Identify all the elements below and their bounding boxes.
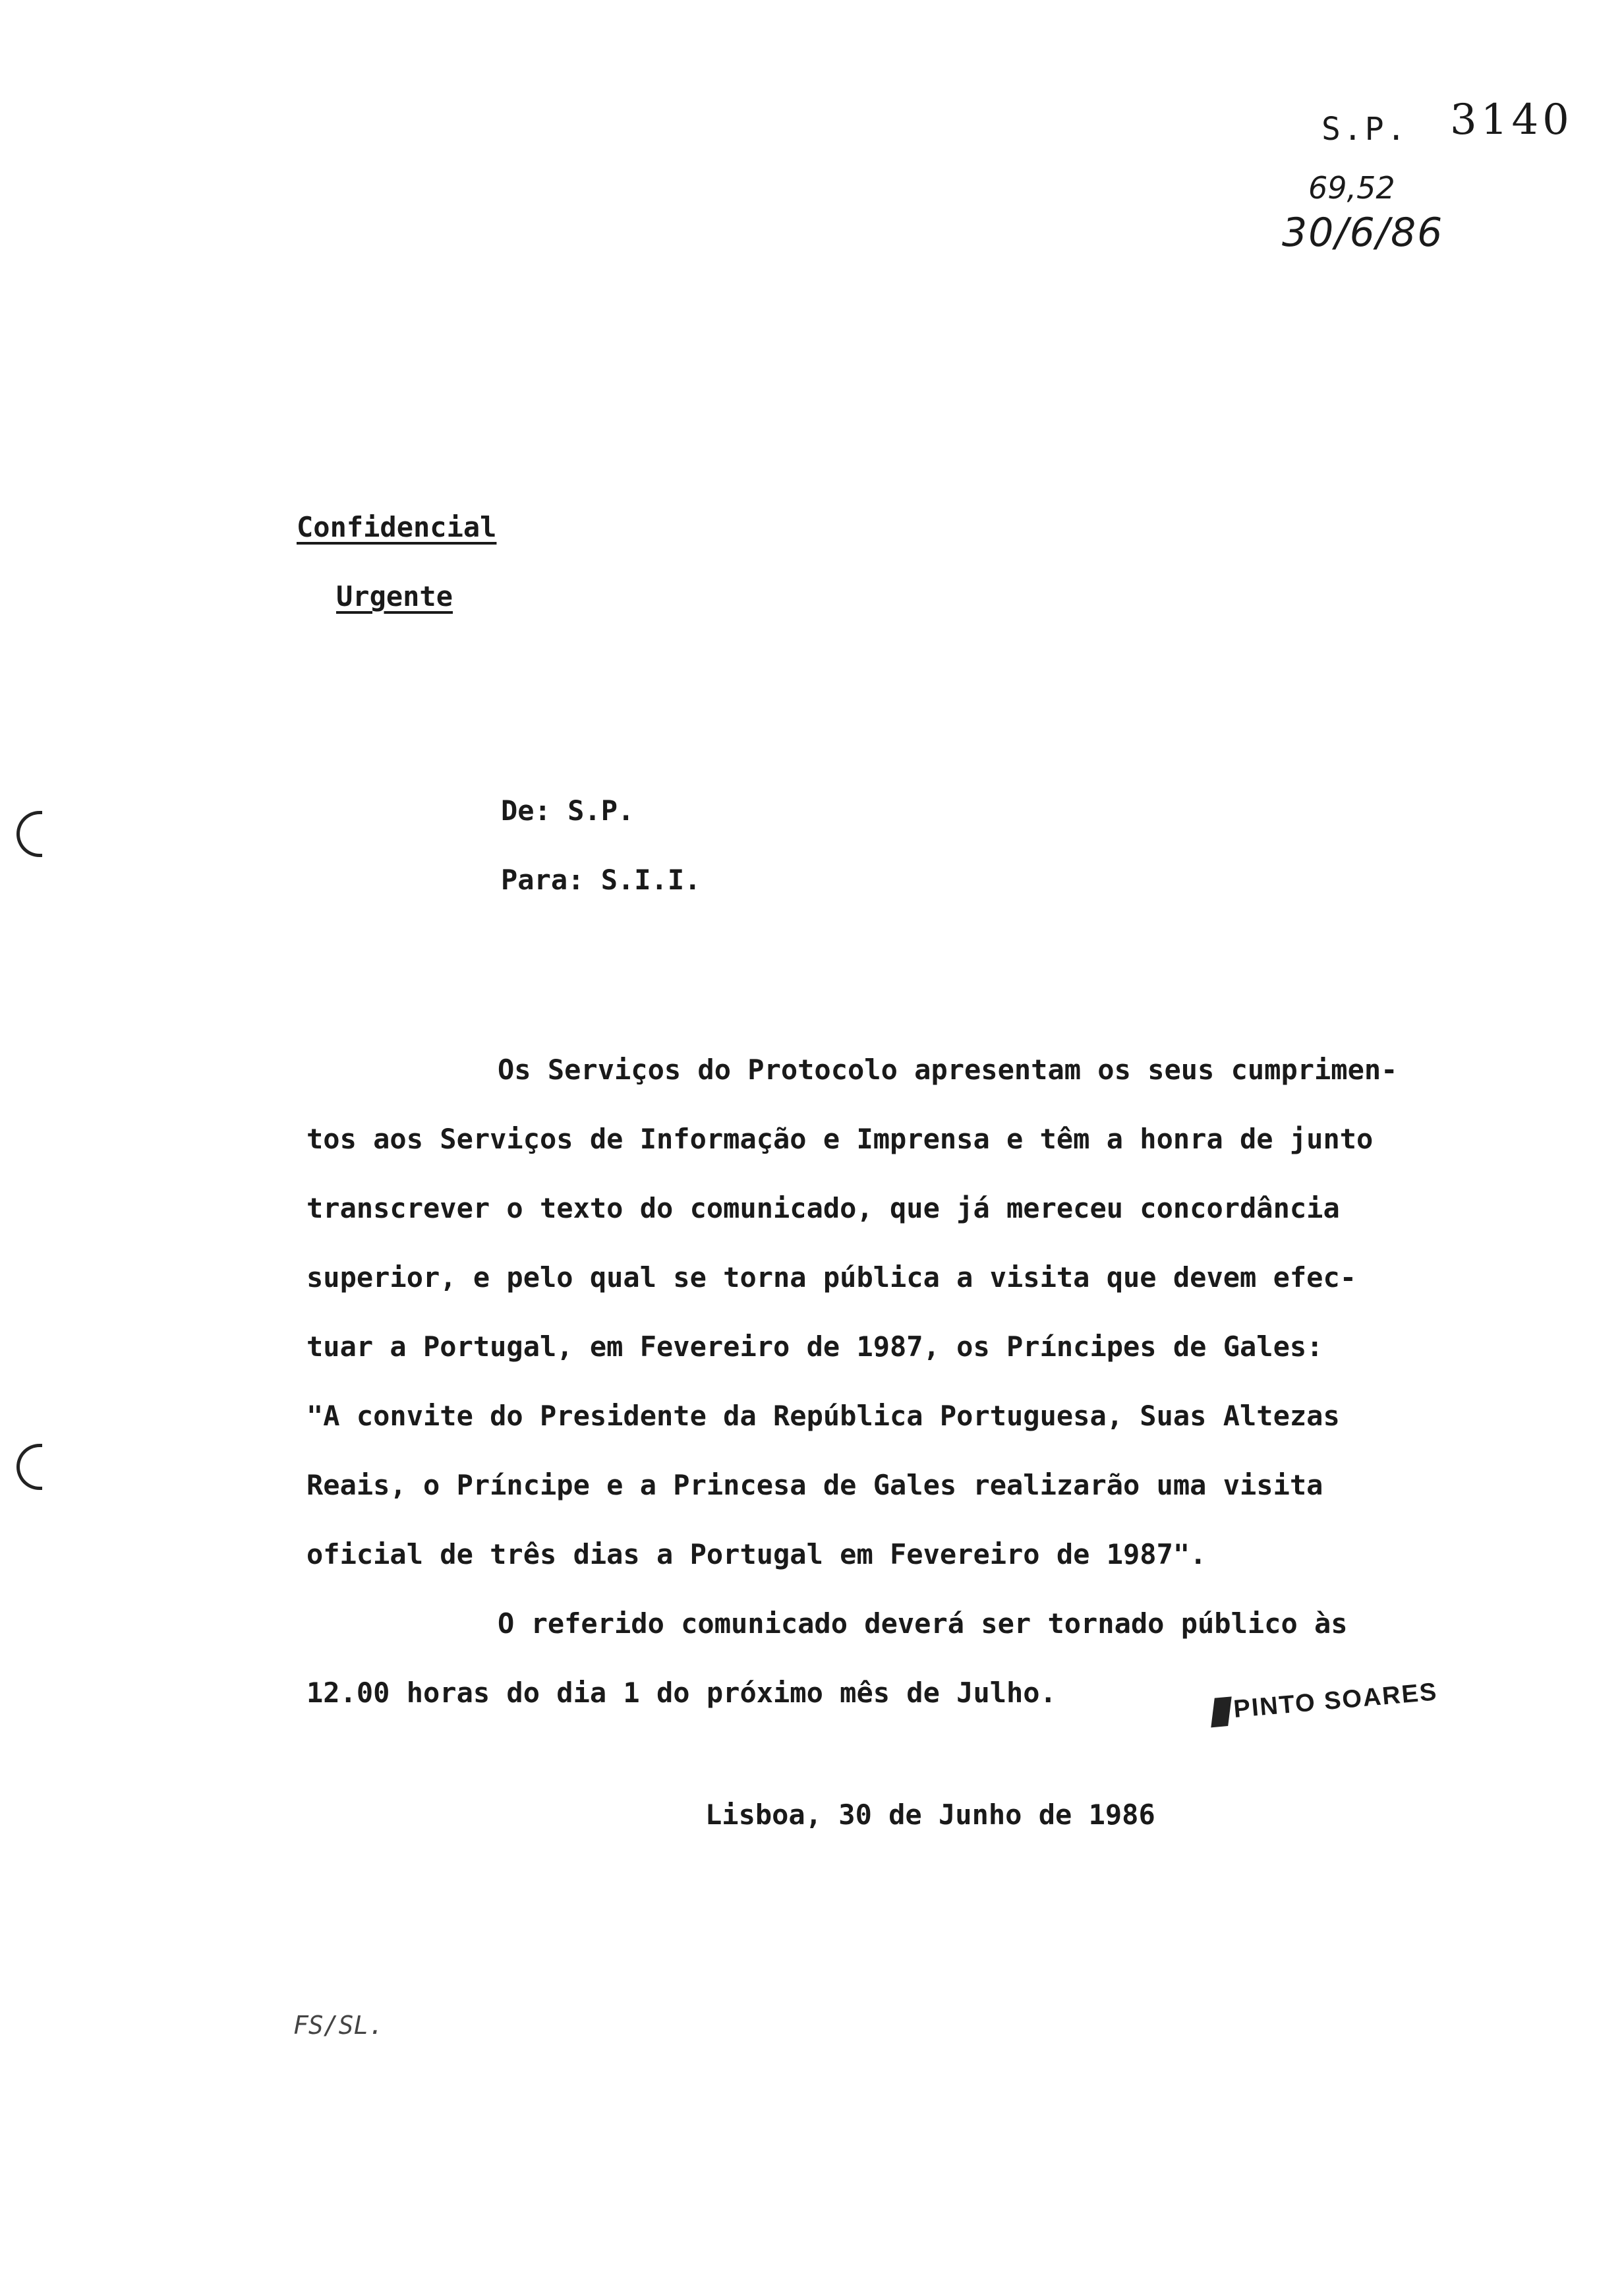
- binder-hole-mark-icon: [16, 811, 42, 857]
- quoted-communique-line: oficial de três dias a Portugal em Fevereiro de 1987".: [306, 1538, 1207, 1570]
- typist-initials: FS/SL.: [293, 2011, 384, 2040]
- recipient-line: Para: S.I.I.: [501, 864, 701, 896]
- handwritten-date: 30/6/86: [1282, 210, 1444, 256]
- reference-number: 3140: [1450, 96, 1573, 144]
- quoted-communique-line: "A convite do Presidente da República Portuguesa, Suas Altezas: [306, 1400, 1340, 1432]
- sender-line: De: S.P.: [501, 794, 635, 827]
- signature-stamp-text: PINTO SOARES: [1232, 1678, 1439, 1724]
- body-line: transcrever o texto do comunicado, que já mereceu concordância: [306, 1192, 1340, 1224]
- classification-urgent: Urgente: [336, 580, 453, 612]
- body-line: Os Serviços do Protocolo apresentam os seus cumprimen-: [498, 1054, 1398, 1086]
- signature-mark-icon: [1211, 1696, 1231, 1727]
- place-and-date: Lisboa, 30 de Junho de 1986: [705, 1798, 1155, 1831]
- handwritten-code: 69,52: [1308, 170, 1395, 206]
- body-line: O referido comunicado deverá ser tornado público às: [498, 1607, 1348, 1640]
- body-line: 12.00 horas do dia 1 do próximo mês de Julho.: [306, 1677, 1057, 1709]
- reference-label: S.P.: [1321, 111, 1408, 148]
- body-line: tuar a Portugal, em Fevereiro de 1987, os Príncipes de Gales:: [306, 1330, 1323, 1363]
- body-line: superior, e pelo qual se torna pública a visita que devem efec-: [306, 1261, 1357, 1293]
- classification-confidential: Confidencial: [297, 511, 497, 543]
- letter-body: [306, 1035, 1598, 1727]
- binder-hole-mark-icon: [16, 1444, 42, 1490]
- quoted-communique-line: Reais, o Príncipe e a Princesa de Gales realizarão uma visita: [306, 1469, 1323, 1501]
- body-line: tos aos Serviços de Informação e Imprensa e têm a honra de junto: [306, 1123, 1374, 1155]
